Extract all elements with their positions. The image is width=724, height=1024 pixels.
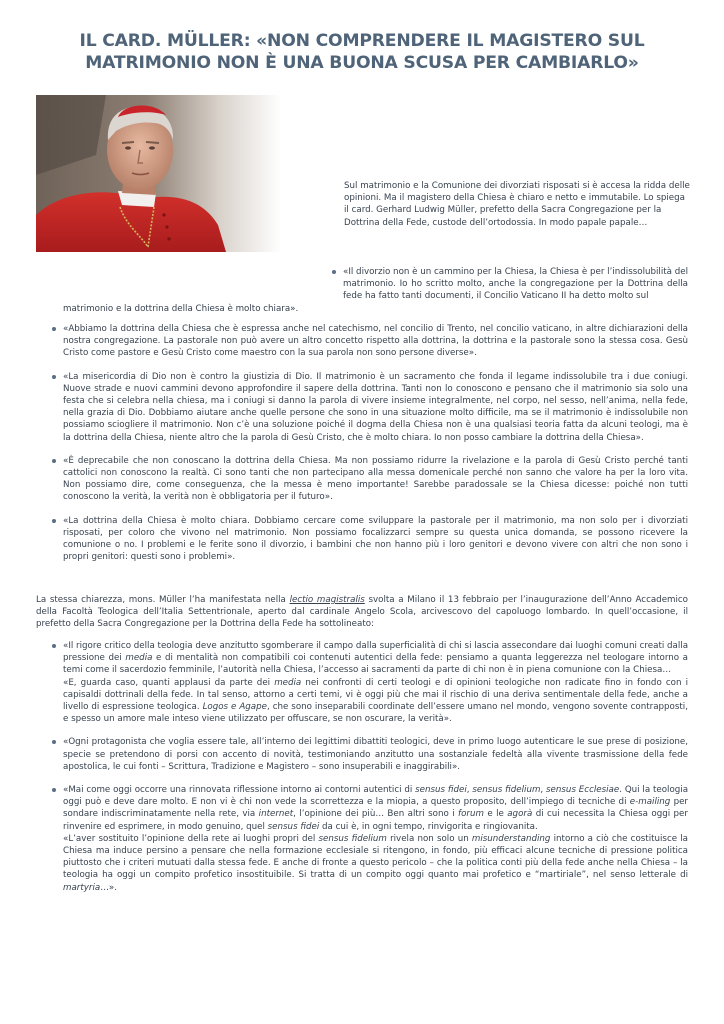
first-quote bbox=[332, 266, 688, 303]
bullet-icon bbox=[52, 644, 56, 648]
bullet-icon bbox=[52, 327, 56, 331]
list-item: «Ogni protagonista che voglia essere tale, all’interno dei legittimi dibattiti teologici, deve in primo luogo autenticare le sue prese di posizione, specie se pretendono di porsi con accento di novità, testimoniando anzitutto una sostanziale fedeltà alla vivente trasmissione della fede apostolica, le cui fonti – Scrittura, Tradizione e Magistero – sono insuperabili e inaggirabili». bbox=[50, 736, 688, 773]
list-item: «È deprecabile che non conoscano la dottrina della Chiesa. Ma non possiamo ridurre la rivelazione e la parola di Gesù Cristo perché tanti cattolici non conoscono la realtà. Ci sono tanti che non partecipano alla messa domenicale perché non sanno che valore ha per la loro vita. Non possiamo dire, come conseguenza, che la messa è meno importante! Sarebbe paradossale se la Chiesa dicesse: poiché non tutti conoscono la verità, la verità non è obbligatoria per il futuro». bbox=[50, 455, 688, 504]
list-item: «La dottrina della Chiesa è molto chiara. Dobbiamo cercare come sviluppare la pastorale per il matrimonio, ma non solo per i divorziati risposati, per coloro che vivono nel matrimonio. Non possiamo focalizzarci sempre su questa unica domanda, se possono ricevere la comunione o no. I problemi e le ferite sono il divorzio, i bambini che non hanno più i loro genitori e devono vivere con altri che non sono i propri genitori: questi sono i problemi». bbox=[50, 515, 688, 564]
title-line-1: IL CARD. MÜLLER: «NON COMPRENDERE IL MAGISTERO SUL bbox=[79, 31, 645, 51]
quote-list-1 bbox=[50, 323, 688, 574]
bullet-icon bbox=[52, 519, 56, 523]
bullet-icon bbox=[52, 375, 56, 379]
list-item: «Il rigore critico della teologia deve anzitutto sgomberare il campo dalla superficialità di chi si lascia assecondare dai luoghi comuni creati dalla pressione dei media e di mentalità non compatibili coi contenuti autentici della fede: pensiamo a quanta leggerezza nel teologare intorno a temi come il sacerdozio femminile, l’autorità nella Chiesa, l’accesso ai sacramenti da parte di chi non è in piena comunione con la Chiesa… «E, guarda caso, quanti applausi da parte dei media nei confronti di certi teologi e di opinioni teologiche non radicate fino in fondo con i capisaldi dottrinali della fede. In tal senso, attorno a certi temi, vi è oggi più che mai il rischio di una deriva sentimentale della fede, anche a livello di espressione teologica. Logos e Agape, che sono inseparabili coordinate dell’essere umano nel mondo, vengono sovente contrapposti, e spesso un amore male inteso viene utilizzato per offuscare, se non oscurare, la verità». bbox=[50, 640, 688, 725]
first-quote-text: «Il divorzio non è un cammino per la Chiesa, la Chiesa è per l’indissolubilità del matrimonio. Io ho scritto molto, anche la congregazione per la Dottrina della fede ha fatto tanti documenti, il Concilio Vaticano II ha detto molto sul bbox=[343, 267, 689, 302]
list-item: «Abbiamo la dottrina della Chiesa che è espressa anche nel catechismo, nel concilio di Trento, nel concilio vaticano, in altre dichiarazioni della nostra congregazione. La pastorale non può avere un altro concetto rispetto alla dottrina, la dottrina e la pastorale sono la stessa cosa. Gesù Cristo come pastore e Gesù Cristo come maestro con la sua parola non sono persone diverse». bbox=[50, 323, 688, 360]
bullet-icon bbox=[52, 740, 56, 744]
first-quote-tail: matrimonio e la dottrina della Chiesa è molto chiara». bbox=[63, 304, 299, 314]
lectio-paragraph: La stessa chiarezza, mons. Müller l’ha manifestata nella lectio magistralis svolta a Milano il 13 febbraio per l’inaugurazione dell’Anno Accademico della Facoltà Teologica dell’Italia Settentrionale, aperto dal cardinale Angelo Scola, arcivescovo del capoluogo lombardo. In quell’occasione, il prefetto della Sacra Congregazione per la Dottrina della Fede ha sottolineato: bbox=[36, 595, 689, 630]
bullet-icon bbox=[52, 788, 56, 792]
lectio-magistralis-link[interactable]: lectio magistralis bbox=[289, 595, 365, 605]
intro-paragraph: Sul matrimonio e la Comunione dei divorziati risposati si è accesa la ridda delle opinioni. Ma il magistero della Chiesa è chiaro e netto e immutabile. Lo spiega il card. Gerhard Ludwig Müller, prefetto della Sacra Congregazione per la Dottrina della Fede, custode dell’ortodossia. In modo papale papale… bbox=[344, 181, 690, 228]
list-item: «La misericordia di Dio non è contro la giustizia di Dio. Il matrimonio è un sacramento che fonda il legame indissolubile tra i due coniugi. Nuove strade e nuovi cammini devono approfondire il sapere della dottrina. Tanti non lo conoscono e pensano che il matrimonio sia solo una festa che si celebra nella chiesa, ma i coniugi si danno la parola di vivere insieme integralmente, nel corpo, nel sesso, nell’anima, nella fede, nella grazia di Dio. Dobbiamo aiutare anche quelle persone che sono in una situazione molto difficile, ma se il matrimonio è indissolubile non possiamo sciogliere il matrimonio. Non c’è una soluzione poiché il dogma della Chiesa non è una qualsiasi teoria fatta da alcuni teologi, ma è la dottrina della Chiesa, niente altro che la parola di Gesù Cristo, che è molto chiara. Io non posso cambiare la dottrina della Chiesa». bbox=[50, 371, 688, 444]
title-line-2: MATRIMONIO NON È UNA BUONA SCUSA PER CAMBIARLO» bbox=[85, 53, 639, 73]
bullet-icon bbox=[52, 459, 56, 463]
cardinal-photo bbox=[36, 95, 281, 252]
quote-list-2 bbox=[50, 640, 688, 905]
list-item: «Mai come oggi occorre una rinnovata riflessione intorno ai contorni autentici di sensus fidei, sensus fidelium, sensus Ecclesiae. Qui la teologia oggi può e deve dare molto. E non vi è chi non vede la scorrettezza e la miopia, a questo proposito, dell’impiego di tecniche di e-mailing per sondare indiscriminatamente nella rete, via internet, l’opinione dei più… Ben altri sono i forum e le agorà di cui necessita la Chiesa oggi per rinvenire ed esprimere, in modo genuino, quel sensus fidei da cui è, in ogni tempo, rinvigorita e ringiovanita. «L’aver sostituito l’opinione della rete ai luoghi propri del sensus fidelium rivela non solo un misunderstanding intorno a ciò che costituisce la Chiesa ma induce persino a pensare che nella formazione ecclesiale si ritengono, in fondo, più efficaci alcune tecniche di pressione politica piuttosto che i criteri mutuati dalla stessa fede. E anche di fronte a questo pericolo – che la politica conti più della fede anche nella Chiesa – la teologia ha oggi un compito profetico insostituibile. Si tratta di un compito oggi quanto mai profetico e “martiriale”, nel senso letterale di martyria…». bbox=[50, 784, 688, 894]
bullet-icon bbox=[332, 270, 336, 274]
article-title bbox=[60, 30, 664, 74]
cardinal-portrait-image bbox=[36, 95, 281, 252]
